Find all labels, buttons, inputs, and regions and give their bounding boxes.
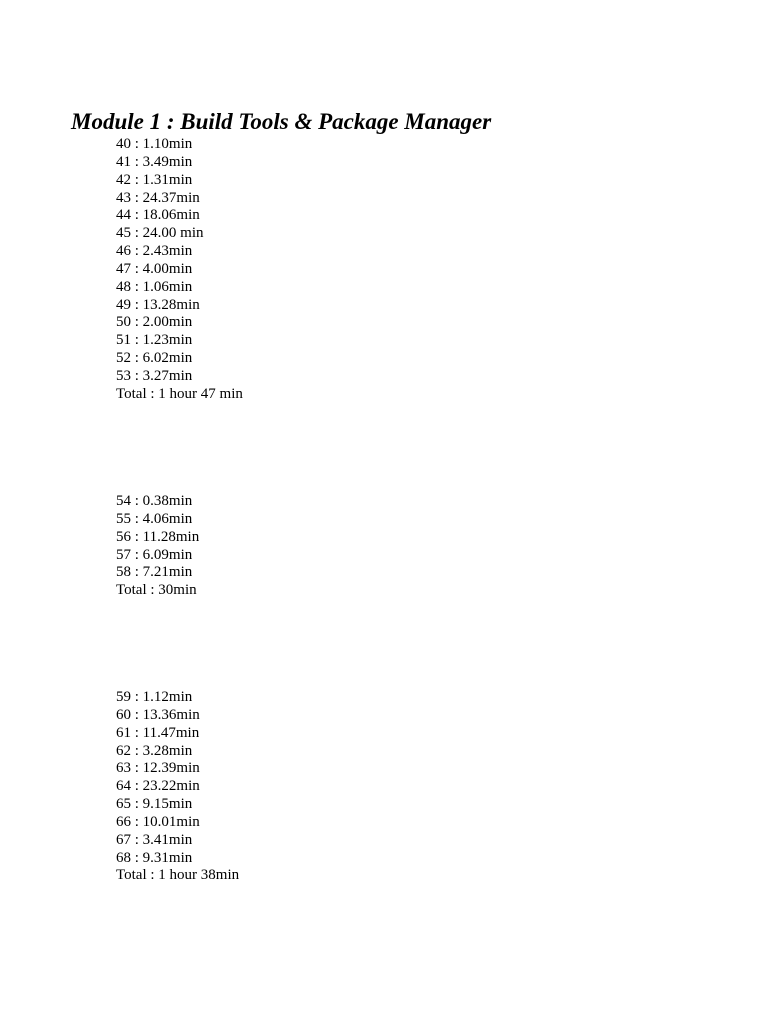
list-item: 62 : 3.28min bbox=[116, 742, 193, 759]
list-item: 52 : 6.02min bbox=[116, 350, 193, 367]
section-1 bbox=[116, 136, 243, 404]
list-item: 68 : 9.31min bbox=[116, 849, 193, 866]
page-title: Module 1 : Build Tools & Package Manager bbox=[71, 109, 492, 134]
list-item: 59 : 1.12min bbox=[116, 689, 193, 705]
list-item: 63 : 12.39min bbox=[116, 760, 200, 777]
list-item: 50 : 2.00min bbox=[116, 314, 193, 331]
list-item: 64 : 23.22min bbox=[116, 778, 200, 795]
list-item: 57 : 6.09min bbox=[116, 546, 193, 563]
list-item: 61 : 11.47min bbox=[116, 724, 200, 741]
list-item: 47 : 4.00min bbox=[116, 260, 193, 277]
list-item: 67 : 3.41min bbox=[116, 831, 193, 848]
list-item: 51 : 1.23min bbox=[116, 332, 193, 349]
list-item: 60 : 13.36min bbox=[116, 706, 200, 723]
section-3 bbox=[116, 689, 239, 885]
list-item: 41 : 3.49min bbox=[116, 153, 193, 170]
list-item: 44 : 18.06min bbox=[116, 207, 200, 224]
list-item: 40 : 1.10min bbox=[116, 136, 193, 152]
list-item: 54 : 0.38min bbox=[116, 493, 193, 509]
list-item: 65 : 9.15min bbox=[116, 796, 193, 813]
list-item: 56 : 11.28min bbox=[116, 528, 200, 545]
list-item: 66 : 10.01min bbox=[116, 813, 200, 830]
list-item: 46 : 2.43min bbox=[116, 243, 193, 260]
section-total: Total : 30min bbox=[116, 582, 197, 599]
section-2 bbox=[116, 493, 199, 600]
list-item: 49 : 13.28min bbox=[116, 296, 200, 313]
list-item: 42 : 1.31min bbox=[116, 171, 193, 188]
list-item: 53 : 3.27min bbox=[116, 367, 193, 384]
list-item: 43 : 24.37min bbox=[116, 189, 200, 206]
list-item: 48 : 1.06min bbox=[116, 278, 193, 295]
list-item: 45 : 24.00 min bbox=[116, 225, 204, 242]
list-item: 55 : 4.06min bbox=[116, 510, 193, 527]
section-total: Total : 1 hour 47 min bbox=[116, 385, 243, 402]
section-total: Total : 1 hour 38min bbox=[116, 867, 240, 884]
list-item: 58 : 7.21min bbox=[116, 564, 193, 581]
